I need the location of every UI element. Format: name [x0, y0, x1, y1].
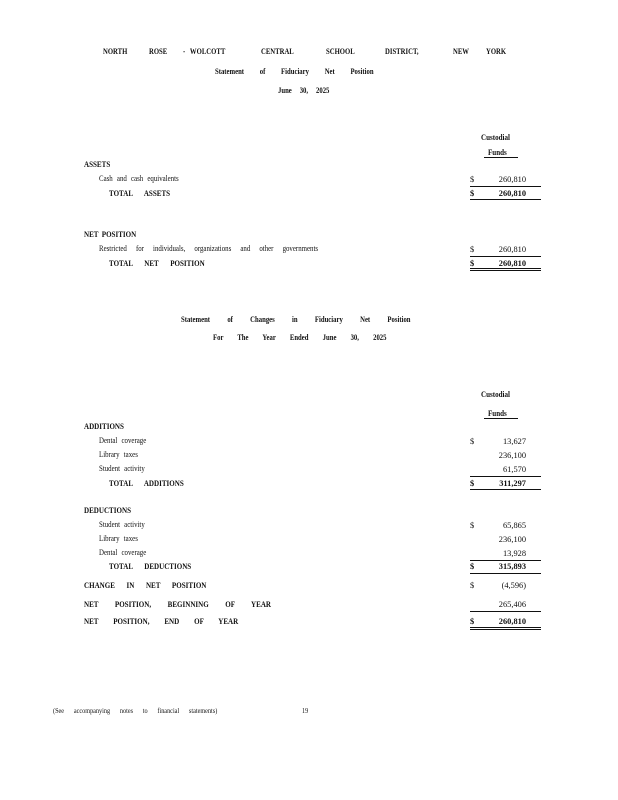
dollar-sign: $ [470, 189, 475, 198]
dollar-sign: $ [470, 175, 475, 184]
header-word: ROSE [149, 46, 168, 56]
change-value: (4,596) [501, 581, 526, 590]
change-label: CHANGE IN NET POSITION [84, 580, 207, 590]
total-label: TOTAL ASSETS [109, 188, 171, 198]
header-word: - WOLCOTT [183, 46, 226, 56]
dollar-sign: $ [470, 581, 475, 590]
rule [470, 270, 541, 271]
row-label: Restricted for individuals, organizations and other governments [99, 244, 319, 253]
column-head-underline [484, 418, 518, 419]
row-label: Dental coverage [99, 436, 147, 445]
total-label: TOTAL NET POSITION [109, 258, 205, 268]
header-word: NORTH [103, 46, 128, 56]
dollar-sign: $ [470, 259, 475, 268]
row-label: Dental coverage [99, 548, 147, 557]
end-label: NET POSITION, END OF YEAR [84, 616, 239, 626]
header-word: SCHOOL [326, 46, 355, 56]
dollar-sign: $ [470, 479, 475, 488]
statement-title: Statement of Changes in Fiduciary Net Position [181, 314, 411, 324]
header-word: YORK [486, 46, 507, 56]
rule [470, 476, 541, 477]
page-number: 19 [302, 706, 309, 715]
beginning-value: 265,406 [498, 600, 526, 609]
rule [470, 489, 541, 490]
dollar-sign: $ [470, 562, 475, 571]
end-value: 260,810 [498, 617, 526, 626]
total-value: 315,893 [498, 562, 526, 571]
row-label: Library taxes [99, 450, 138, 459]
row-value: 13,627 [502, 437, 526, 446]
column-head: Custodial [481, 132, 510, 142]
total-label: TOTAL DEDUCTIONS [109, 561, 192, 571]
row-value: 236,100 [498, 451, 526, 460]
total-value: 260,810 [498, 259, 526, 268]
dollar-sign: $ [470, 245, 475, 254]
header-word: NEW [453, 46, 470, 56]
column-head: Custodial [481, 389, 510, 399]
rule [470, 186, 541, 187]
row-value: 65,865 [502, 521, 526, 530]
rule [470, 256, 541, 257]
rule [470, 627, 541, 628]
total-value: 260,810 [498, 189, 526, 198]
dollar-sign: $ [470, 617, 475, 626]
row-label: Student activity [99, 520, 145, 529]
header-word: CENTRAL [261, 46, 294, 56]
statement-title: Statement of Fiduciary Net Position [215, 66, 374, 76]
row-label: Cash and cash equivalents [99, 174, 179, 183]
footer-note: (See accompanying notes to financial statements) [53, 706, 218, 715]
rule [470, 629, 541, 630]
rule [470, 268, 541, 269]
row-label: Library taxes [99, 534, 138, 543]
total-value: 311,297 [499, 479, 526, 488]
column-head-underline [484, 157, 518, 158]
section-title: DEDUCTIONS [84, 505, 131, 515]
statement-period: For The Year Ended June 30, 2025 [213, 332, 387, 342]
section-title: ASSETS [84, 159, 111, 169]
rule [470, 199, 541, 200]
total-label: TOTAL ADDITIONS [109, 478, 184, 488]
row-value: 260,810 [498, 245, 526, 254]
rule [470, 560, 541, 561]
header-word: DISTRICT, [385, 46, 419, 56]
column-head: Funds [488, 147, 507, 157]
statement-date: June 30, 2025 [278, 85, 330, 95]
rule [470, 611, 541, 612]
column-head: Funds [488, 408, 507, 418]
row-value: 260,810 [498, 175, 526, 184]
dollar-sign: $ [470, 437, 475, 446]
section-title: NET POSITION [84, 229, 137, 239]
row-label: Student activity [99, 464, 145, 473]
section-title: ADDITIONS [84, 421, 124, 431]
dollar-sign: $ [470, 521, 475, 530]
rule [470, 573, 541, 574]
row-value: 13,928 [502, 549, 526, 558]
beginning-label: NET POSITION, BEGINNING OF YEAR [84, 599, 272, 609]
row-value: 236,100 [498, 535, 526, 544]
row-value: 61,570 [502, 465, 526, 474]
